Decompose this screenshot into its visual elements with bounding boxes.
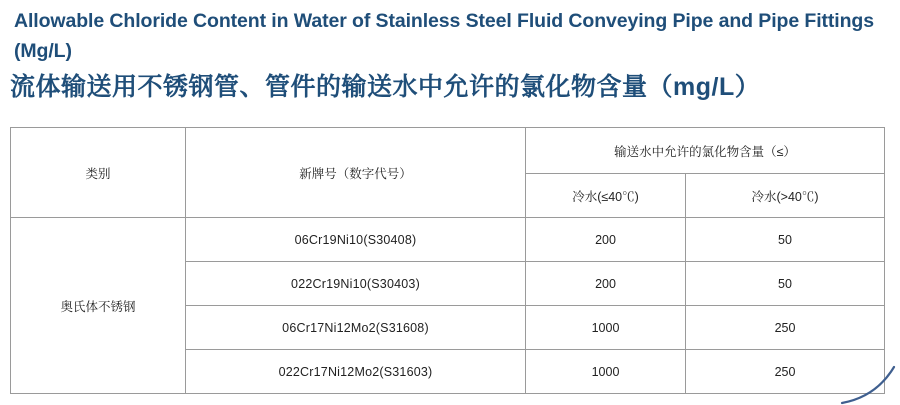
cell-hot-value: 250: [686, 350, 885, 394]
cell-grade: 06Cr17Ni12Mo2(S31608): [186, 306, 526, 350]
cell-cold-value: 1000: [526, 306, 686, 350]
cell-cold-value: 200: [526, 218, 686, 262]
cell-cold-value: 1000: [526, 350, 686, 394]
cell-grade: 022Cr19Ni10(S30403): [186, 262, 526, 306]
cell-hot-value: 250: [686, 306, 885, 350]
cell-hot-value: 50: [686, 218, 885, 262]
header-chloride-group: 输送水中允许的氯化物含量（≤）: [526, 128, 885, 174]
cell-grade: 022Cr17Ni12Mo2(S31603): [186, 350, 526, 394]
header-category: 类别: [11, 128, 186, 218]
header-cold-water: 冷水(≤40℃): [526, 174, 686, 218]
cell-grade: 06Cr19Ni10(S30408): [186, 218, 526, 262]
table-body: [11, 218, 885, 394]
chloride-content-table: [10, 127, 885, 394]
header-grade: 新牌号（数字代号）: [186, 128, 526, 218]
page-title-english: Allowable Chloride Content in Water of Stainless Steel Fluid Conveying Pipe and Pipe Fittings (Mg/L): [14, 10, 874, 62]
page-title-chinese: 流体输送用不锈钢管、管件的输送水中允许的氯化物含量（mg/L）: [10, 73, 761, 101]
table-header: [11, 128, 885, 218]
header-hot-water: 冷水(>40℃): [686, 174, 885, 218]
table-header-row-1: [11, 128, 885, 174]
cell-category-austenitic: 奥氏体不锈钢: [11, 218, 186, 394]
cell-hot-value: 50: [686, 262, 885, 306]
cell-cold-value: 200: [526, 262, 686, 306]
table-row: [11, 218, 885, 262]
